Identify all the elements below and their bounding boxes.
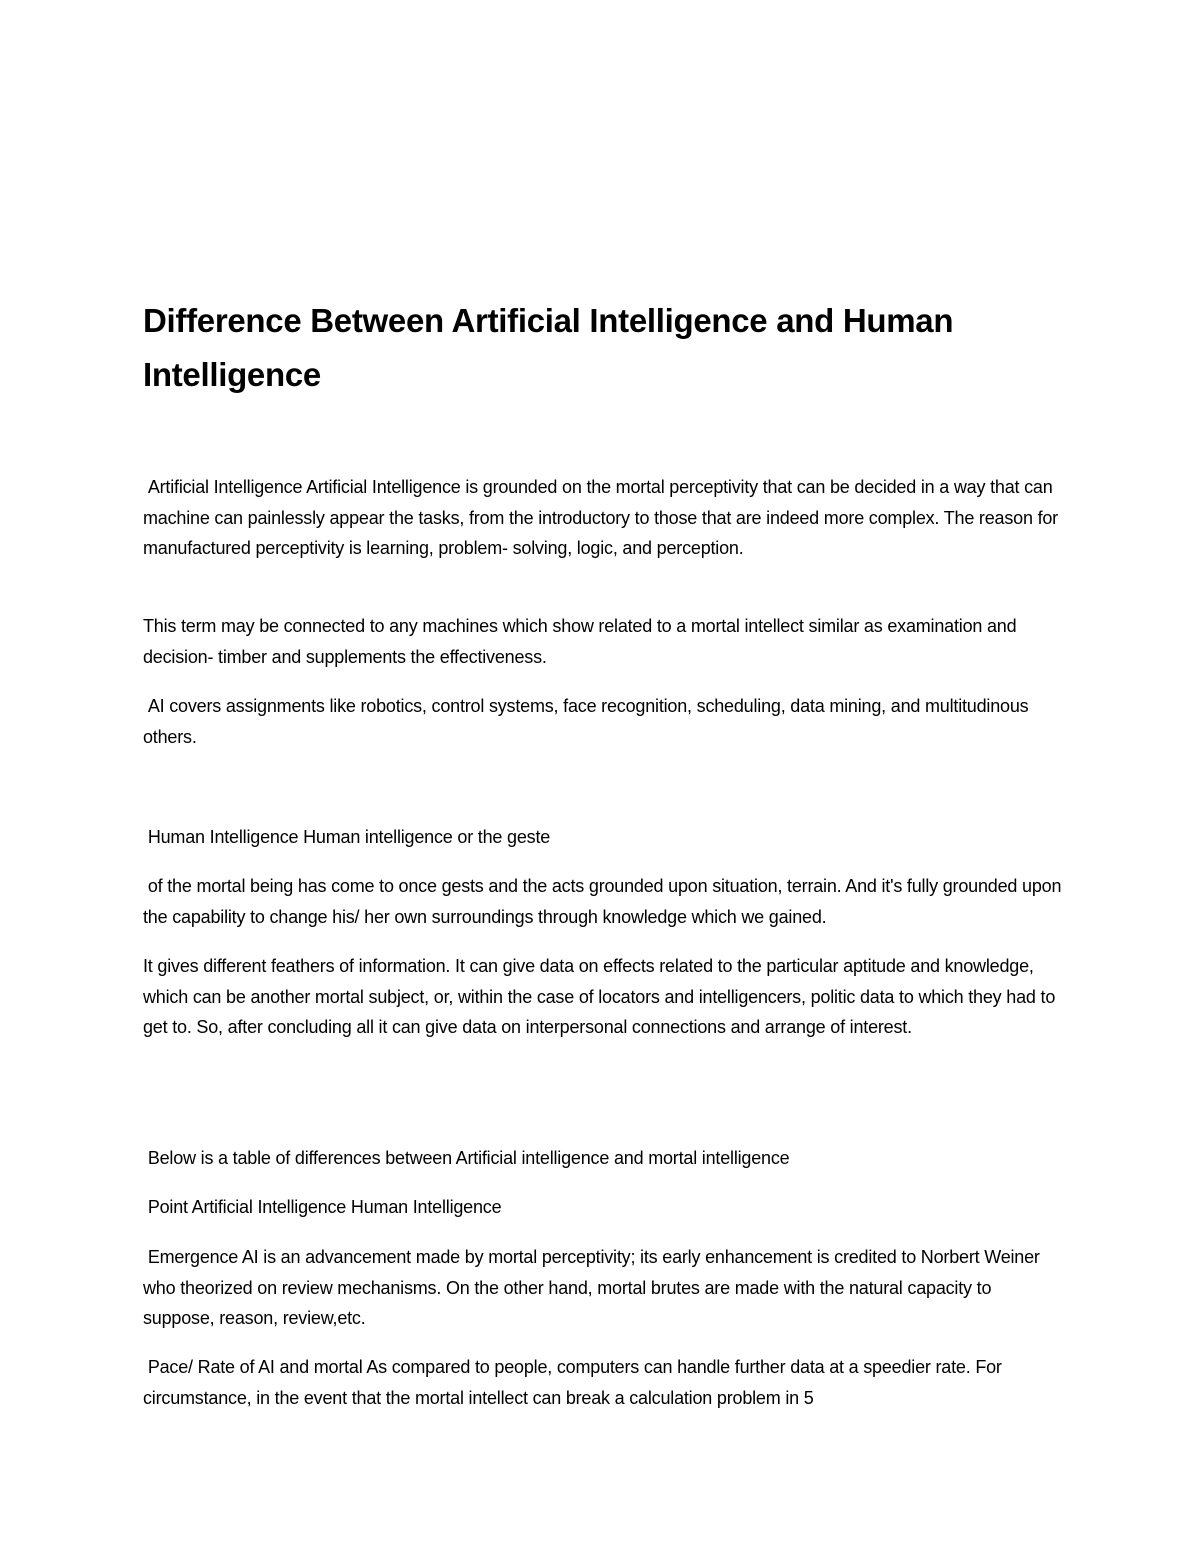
paragraph-human-intelligence-body: of the mortal being has come to once gests and the acts grounded upon situation, terrain. And it's fully grounded upon the capability to change his/ her own surroundings through knowledge which we gained. (143, 876, 1067, 927)
paragraph-emergence: Emergence AI is an advancement made by mortal perceptivity; its early enhancement is credited to Norbert Weiner who theorized on review mechanisms. On the other hand, mortal brutes are made with the natural capacity to suppose, reason, review,etc. (143, 1247, 1045, 1328)
paragraph-pace-rate: Pace/ Rate of AI and mortal As compared to people, computers can handle further data at a speedier rate. For circumstance, in the event that the mortal intellect can break a calculation problem in 5 (143, 1357, 1007, 1408)
paragraph-term-connection: This term may be connected to any machines which show related to a mortal intellect similar as examination and decision- timber and supplements the effectiveness. (143, 616, 1022, 667)
document-title: Difference Between Artificial Intelligence and Human Intelligence (143, 302, 954, 393)
paragraph-table-intro: Below is a table of differences between Artificial intelligence and mortal intelligence (143, 1148, 790, 1168)
paragraph-ai-definition: Artificial Intelligence Artificial Intelligence is grounded on the mortal perceptivity that can be decided in a way that can machine can painlessly appear the tasks, from the introductory to those that are indeed more complex. The reason for manufactured perceptivity is learning, problem- solving, logic, and perception. (143, 477, 1063, 558)
paragraph-table-header: Point Artificial Intelligence Human Intelligence (143, 1197, 502, 1217)
paragraph-information-types: It gives different feathers of information. It can give data on effects related to the particular aptitude and knowledge, which can be another mortal subject, or, within the case of locators and intelligencers, politic data to which they had to get to. So, after concluding all it can give data on interpersonal connections and arrange of interest. (143, 956, 1060, 1037)
paragraph-ai-assignments: AI covers assignments like robotics, control systems, face recognition, scheduling, data mining, and multitudinous others. (143, 696, 1034, 747)
paragraph-human-intelligence-heading: Human Intelligence Human intelligence or the geste (143, 827, 551, 847)
